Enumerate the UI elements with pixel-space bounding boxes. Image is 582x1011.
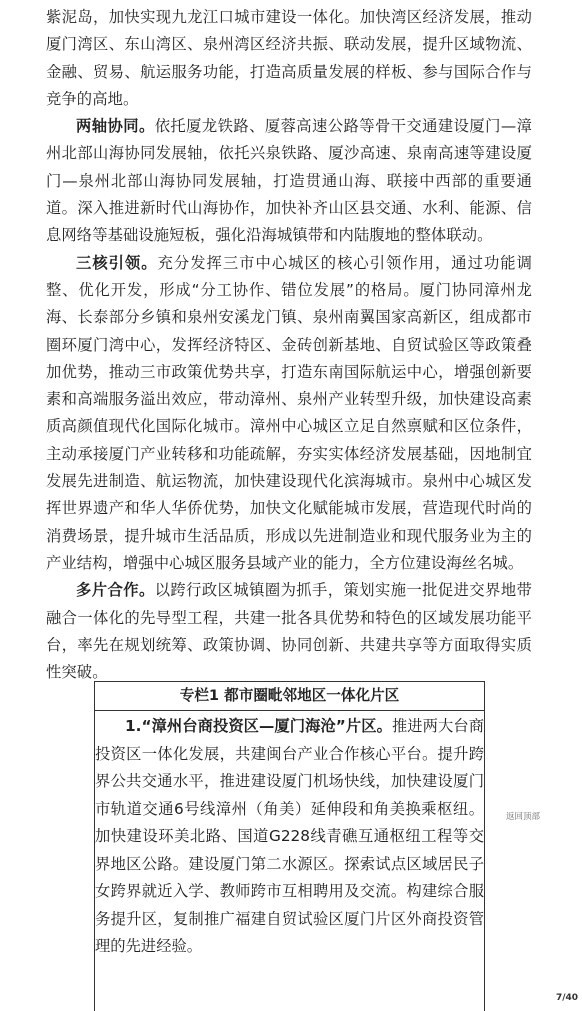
column-box-body — [95, 713, 484, 961]
paragraph-three-cores — [46, 250, 532, 578]
column-box-item — [95, 713, 484, 961]
paragraph-lead: 多片合作。 — [76, 581, 155, 600]
paragraph-lead: 两轴协同。 — [76, 117, 155, 136]
paragraph-multi-area — [46, 577, 532, 686]
column-box-item-lead: 1.“漳州台商投资区—厦门海沧”片区。 — [125, 717, 392, 735]
paragraph-text: 以跨行政区城镇圈为抓手，策划实施一批促进交界地带融合一体化的先导型工程，共建一批各具优势和特色的区域发展功能平台，率先在规划统筹、政策协调、协同创新、共建共享等方面取得实质性突破。 — [46, 581, 532, 682]
back-to-top-link[interactable]: 返回顶部 — [506, 812, 541, 822]
page-number: 7/40 — [556, 993, 579, 1003]
paragraph-two-axes — [46, 113, 532, 249]
document-body — [46, 4, 532, 686]
paragraph-lead: 三核引领。 — [76, 253, 158, 272]
paragraph-text: 充分发挥三市中心城区的核心引领作用，通过功能调整、优化开发，形成“分工协作、错位发展”的格局。厦门协同漳州龙海、长泰部分乡镇和泉州安溪龙门镇、泉州南翼国家高新区，组成都市圈环厦门湾中心，发挥经济特区、金砖创新基地、自贸试验区等政策叠加优势，推动三市政策优势共享，打造东南国际航运中心，增强创新要素和高端服务溢出效应，带动漳州、泉州产业转型升级，加快建设高素质高颜值现代化国际化城市。漳州中心城区立足自然禀赋和区位条件，主动承接厦门产业转移和功能疏解，夯实实体经济发展基础，因地制宜发展先进制造、航运物流，加快建设现代化滨海城市。泉州中心城区发挥世界遗产和华人华侨优势，加快文化赋能城市发展，营造现代时尚的消费场景，提升城市生活品质，形成以先进制造业和现代服务业为主的产业结构，增强中心城区服务县域产业的能力，全方位建设海丝名城。 — [46, 253, 532, 572]
paragraph-text: 依托厦龙铁路、厦蓉高速公路等骨干交通建设厦门—漳州北部山海协同发展轴，依托兴泉铁路、厦沙高速、泉南高速等建设厦门—泉州北部山海协同发展轴，打造贯通山海、联接中西部的重要通道。深入推进新时代山海协作，加快补齐山区县交通、水利、能源、信息网络等基础设施短板，强化沿海城镇带和内陆腹地的整体联动。 — [46, 117, 532, 245]
paragraph-text: 紫泥岛，加快实现九龙江口城市建设一体化。加快湾区经济发展，推动厦门湾区、东山湾区、泉州湾区经济共振、联动发展，提升区域物流、金融、贸易、航运服务功能，打造高质量发展的样板、参与国际合作与竞争的高地。 — [46, 8, 532, 108]
column-box-item-text: 推进两大台商投资区一体化发展，共建闽台产业合作核心平台。提升跨界公共交通水平，推进建设厦门机场快线，加快建设厦门市轨道交通6号线漳州（角美）延伸段和角美换乘枢纽。加快建设环美北路、国道G228线青礁互通枢纽工程等交界地区公路。建设厦门第二水源区。探索试点区域居民子女跨界就近入学、教师跨市互相聘用及交流。构建综合服务提升区，复制推广福建自贸试验区厦门片区外商投资管理的先进经验。 — [95, 717, 484, 955]
column-box — [94, 681, 485, 1011]
column-box-title: 专栏1 都市圈毗邻地区一体化片区 — [95, 682, 484, 711]
paragraph-continuation — [46, 4, 532, 113]
